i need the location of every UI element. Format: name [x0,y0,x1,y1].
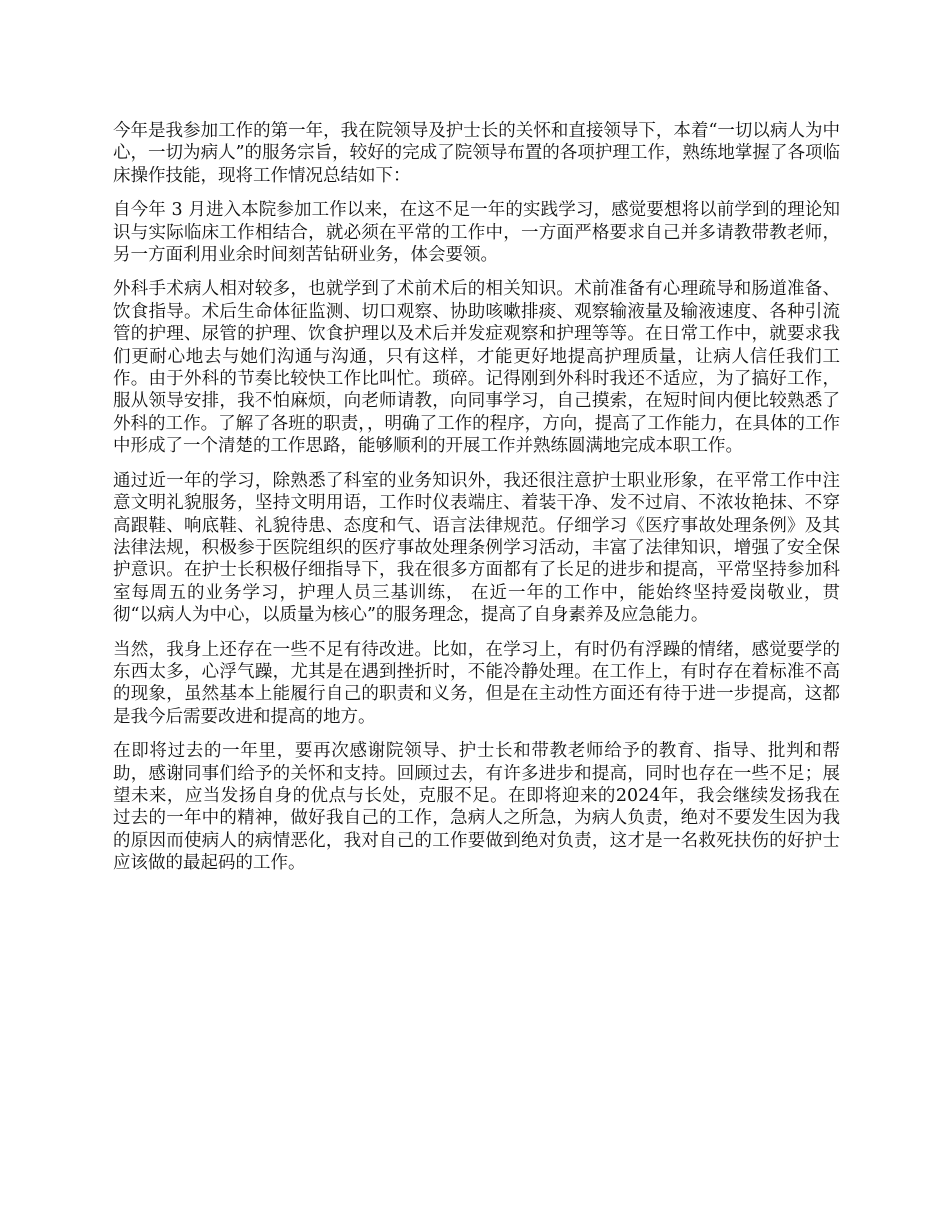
paragraph-intro: 今年是我参加工作的第一年，我在院领导及护士长的关怀和直接领导下，本着“一切以病人为中心，一切为病人”的服务宗旨，较好的完成了院领导布置的各项护理工作，熟练地掌握了各项临床操作技能，现将工作情况总结如下： [113,121,840,186]
paragraph-shortcomings: 当然，我身上还存在一些不足有待改进。比如，在学习上，有时仍有浮躁的情绪，感觉要学的东西太多，心浮气躁，尤其是在遇到挫折时，不能冷静处理。在工作上，有时存在着标准不高的现象，虽然基本上能履行自己的职责和义务，但是在主动性方面还有待于进一步提高，这都是我今后需要改进和提高的地方。 [113,639,840,727]
document-body [113,120,840,887]
paragraph-professional-image: 通过近一年的学习，除熟悉了科室的业务知识外，我还很注意护士职业形象，在平常工作中注意文明礼貌服务，坚持文明用语，工作时仪表端庄、着装干净、发不过肩、不浓妆艳抹、不穿高跟鞋、响底鞋、礼貌待患、态度和气、语言法律规范。仔细学习《医疗事故处理条例》及其法律法规，积极参于医院组织的医疗事故处理条例学习活动，丰富了法律知识，增强了安全保护意识。在护士长积极仔细指导下，我在很多方面都有了长足的进步和提高，平常坚持参加科室每周五的业务学习，护理人员三基训练， 在近一年的工作中，能始终坚持爱岗敬业，贯彻“以病人为中心，以质量为核心”的服务理念，提高了自身素养及应急能力。 [113,470,840,626]
paragraph-surgery-care: 外科手术病人相对较多，也就学到了术前术后的相关知识。术前准备有心理疏导和肠道准备、饮食指导。术后生命体征监测、切口观察、协助咳嗽排痰、观察输液量及输液速度、各种引流管的护理、尿管的护理、饮食护理以及术后并发症观察和护理等等。在日常工作中，就要求我们更耐心地去与她们沟通与沟通，只有这样，才能更好地提高护理质量，让病人信任我们工作。由于外科的节奏比较快工作比叫忙。琐碎。记得刚到外科时我还不适应，为了搞好工作，服从领导安排，我不怕麻烦，向老师请教，向同事学习，自己摸索，在短时间内便比较熟悉了外科的工作。了解了各班的职责，，明确了工作的程序，方向，提高了工作能力，在具体的工作中形成了一个清楚的工作思路，能够顺利的开展工作并熟练圆满地完成本职工作。 [113,279,840,457]
paragraph-conclusion: 在即将过去的一年里，要再次感谢院领导、护士长和带教老师给予的教育、指导、批判和帮助，感谢同事们给予的关怀和支持。回顾过去，有许多进步和提高，同时也存在一些不足；展望未来，应当发扬自身的优点与长处，克服不足。在即将迎来的2024年，我会继续发扬我在过去的一年中的精神，做好我自己的工作，急病人之所急，为病人负责，绝对不要发生因为我的原因而使病人的病情恶化，我对自己的工作要做到绝对负责，这才是一名救死扶伤的好护士应该做的最起码的工作。 [113,741,840,874]
paragraph-study: 自今年 3 月进入本院参加工作以来，在这不足一年的实践学习，感觉要想将以前学到的理论知识与实际临床工作相结合，就必须在平常的工作中，一方面严格要求自己并多请教带教老师，另一方面利用业余时间刻苦钻研业务，体会要领。 [113,200,840,266]
